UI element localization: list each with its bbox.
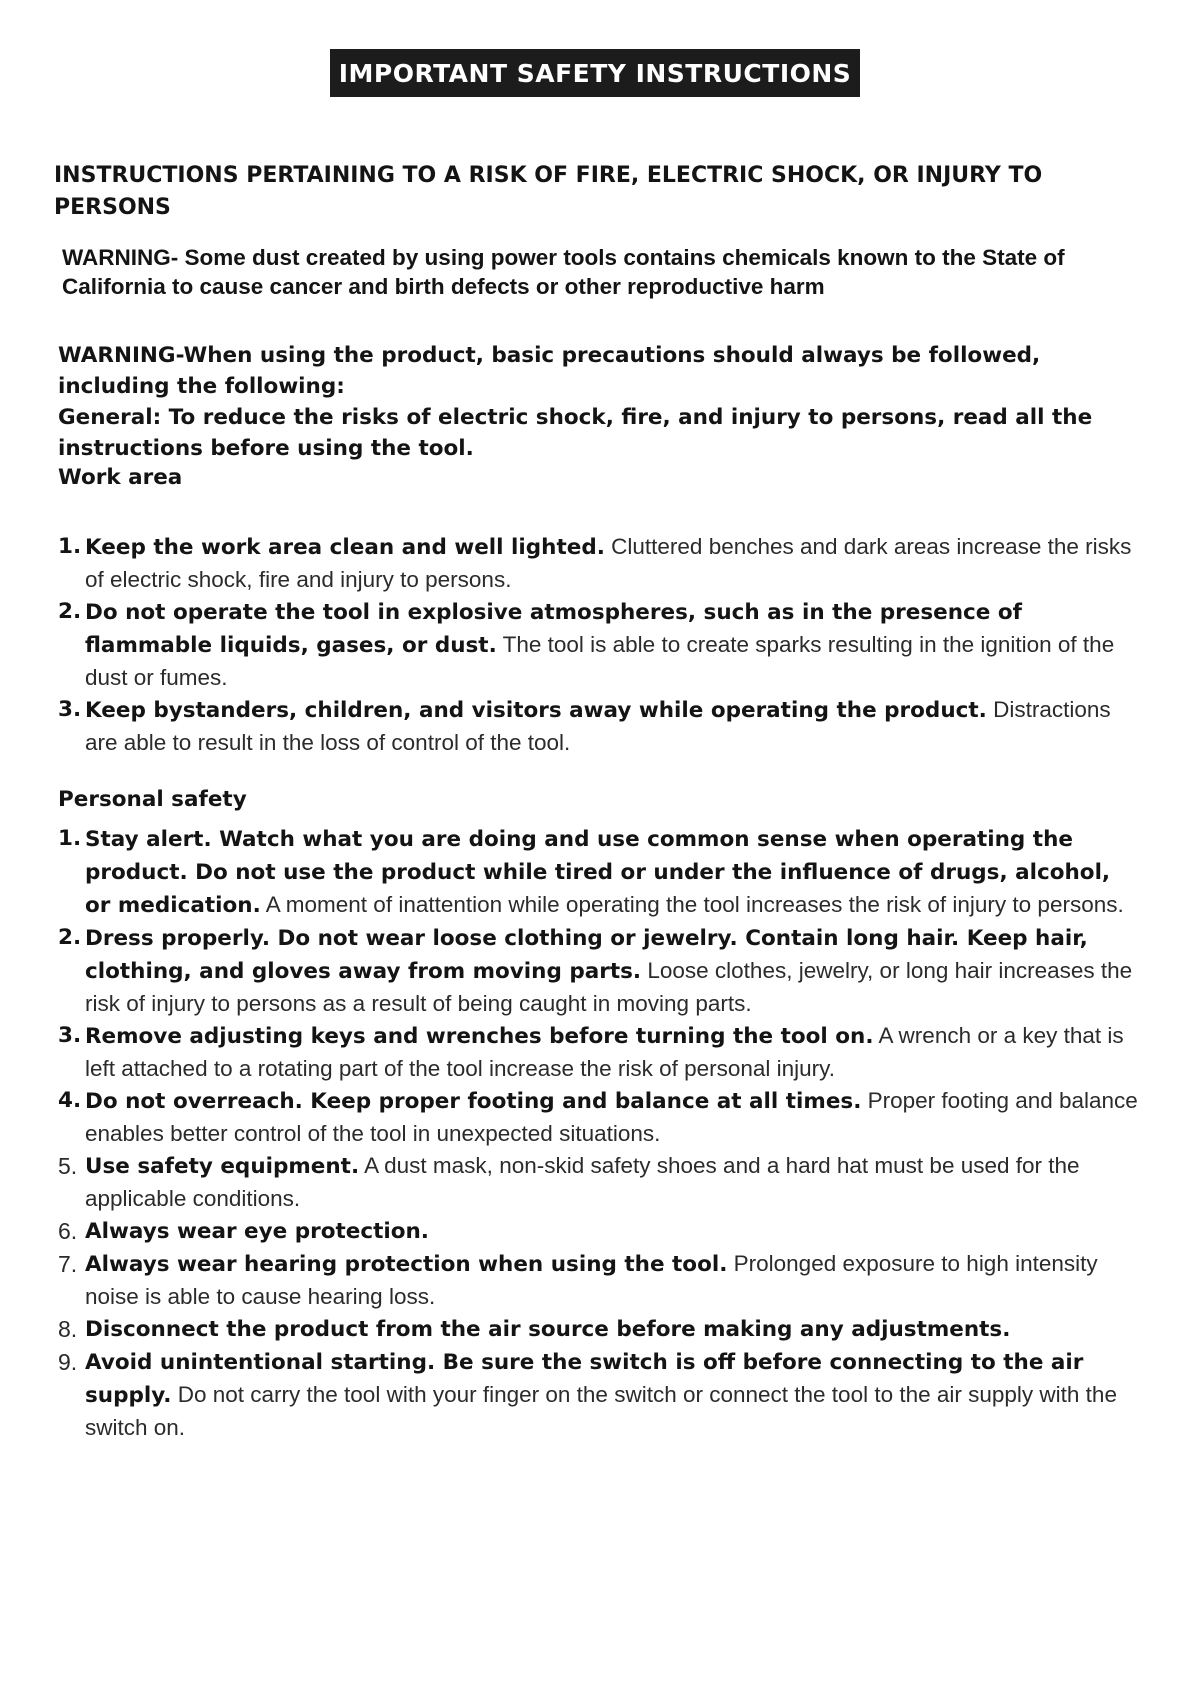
item-text: Proper footing and balance enables better control of the tool in unexpected situations. — [85, 1088, 1138, 1146]
title-banner — [330, 49, 860, 97]
list-item — [58, 1248, 1138, 1313]
item-number: 1. — [58, 534, 82, 559]
item-text: A dust mask, non-skid safety shoes and a hard hat must be used for the applicable conditions. — [85, 1153, 1080, 1211]
item-number: 3. — [58, 697, 82, 722]
precautions-warning: WARNING-When using the product, basic precautions should always be followed, including the following: — [58, 343, 1041, 399]
personal-safety-list — [58, 823, 1138, 1444]
item-text: A wrench or a key that is left attached to a rotating part of the tool increase the risk of personal injury. — [85, 1023, 1124, 1081]
item-lead: Disconnect the product from the air source before making any adjustments. — [85, 1317, 1011, 1342]
item-text: Distractions are able to result in the loss of control of the tool. — [85, 697, 1111, 755]
item-lead: Do not overreach. Keep proper footing and balance at all times. — [85, 1089, 862, 1114]
list-item — [58, 1346, 1138, 1444]
item-text: A moment of inattention while operating the tool increases the risk of injury to persons. — [260, 892, 1124, 917]
precautions-block — [58, 340, 1118, 464]
list-item — [58, 1085, 1138, 1150]
item-number: 2. — [58, 925, 82, 950]
item-lead: Always wear hearing protection when using the tool. — [85, 1252, 728, 1277]
item-number: 4. — [58, 1088, 82, 1113]
list-item — [58, 1215, 1138, 1248]
item-lead: Do not operate the tool in explosive atmospheres, such as in the presence of flammable liquids, gases, or dust. — [85, 600, 1022, 658]
list-item — [58, 1313, 1138, 1346]
item-lead: Dress properly. Do not wear loose clothing or jewelry. Contain long hair. Keep hair, clothing, and gloves away from moving parts. — [85, 926, 1088, 984]
section-title-personal-safety: Personal safety — [58, 787, 247, 812]
work-area-list — [58, 531, 1138, 759]
section-title-work-area: Work area — [58, 465, 183, 490]
item-lead: Always wear eye protection. — [85, 1219, 429, 1244]
item-number: 3. — [58, 1023, 82, 1048]
item-lead: Keep the work area clean and well lighted. — [85, 535, 605, 560]
item-lead: Avoid unintentional starting. Be sure the switch is off before connecting to the air supply. — [85, 1350, 1084, 1408]
item-text: Do not carry the tool with your finger on the switch or connect the tool to the air supply with the switch on. — [85, 1382, 1117, 1440]
list-item — [58, 1150, 1138, 1215]
item-number: 7. — [58, 1251, 78, 1277]
item-text: Loose clothes, jewelry, or long hair increases the risk of injury to persons as a result of being caught in moving parts. — [85, 958, 1133, 1016]
general-note: General: To reduce the risks of electric shock, fire, and injury to persons, read all the instructions before using the tool. — [58, 405, 1093, 461]
list-item — [58, 531, 1138, 596]
item-lead: Keep bystanders, children, and visitors away while operating the product. — [85, 698, 987, 723]
item-number: 9. — [58, 1349, 78, 1375]
main-heading: INSTRUCTIONS PERTAINING TO A RISK OF FIRE, ELECTRIC SHOCK, OR INJURY TO PERSONS — [54, 163, 1043, 220]
item-lead: Stay alert. Watch what you are doing and use common sense when operating the product. Do not use the product while tired or under the influence of drugs, alcohol, or medication. — [85, 827, 1111, 918]
item-lead: Remove adjusting keys and wrenches before turning the tool on. — [85, 1024, 874, 1049]
item-text: Prolonged exposure to high intensity noise is able to cause hearing loss. — [85, 1251, 1098, 1309]
list-item — [58, 596, 1138, 694]
list-item — [58, 922, 1138, 1020]
item-number: 6. — [58, 1218, 78, 1244]
item-text: The tool is able to create sparks resulting in the ignition of the dust or fumes. — [85, 632, 1115, 690]
list-item — [58, 694, 1138, 759]
item-number: 1. — [58, 826, 82, 851]
list-item — [58, 823, 1138, 922]
item-number: 8. — [58, 1316, 78, 1342]
item-number: 2. — [58, 599, 82, 624]
item-number: 5. — [58, 1153, 78, 1179]
item-text: Cluttered benches and dark areas increase the risks of electric shock, fire and injury to persons. — [85, 534, 1132, 592]
list-item — [58, 1020, 1138, 1085]
prop65-warning: WARNING- Some dust created by using power tools contains chemicals known to the State of California to cause cancer and birth defects or other reproductive harm — [62, 245, 1065, 299]
page-title: IMPORTANT SAFETY INSTRUCTIONS — [338, 58, 852, 88]
item-lead: Use safety equipment. — [85, 1154, 360, 1179]
